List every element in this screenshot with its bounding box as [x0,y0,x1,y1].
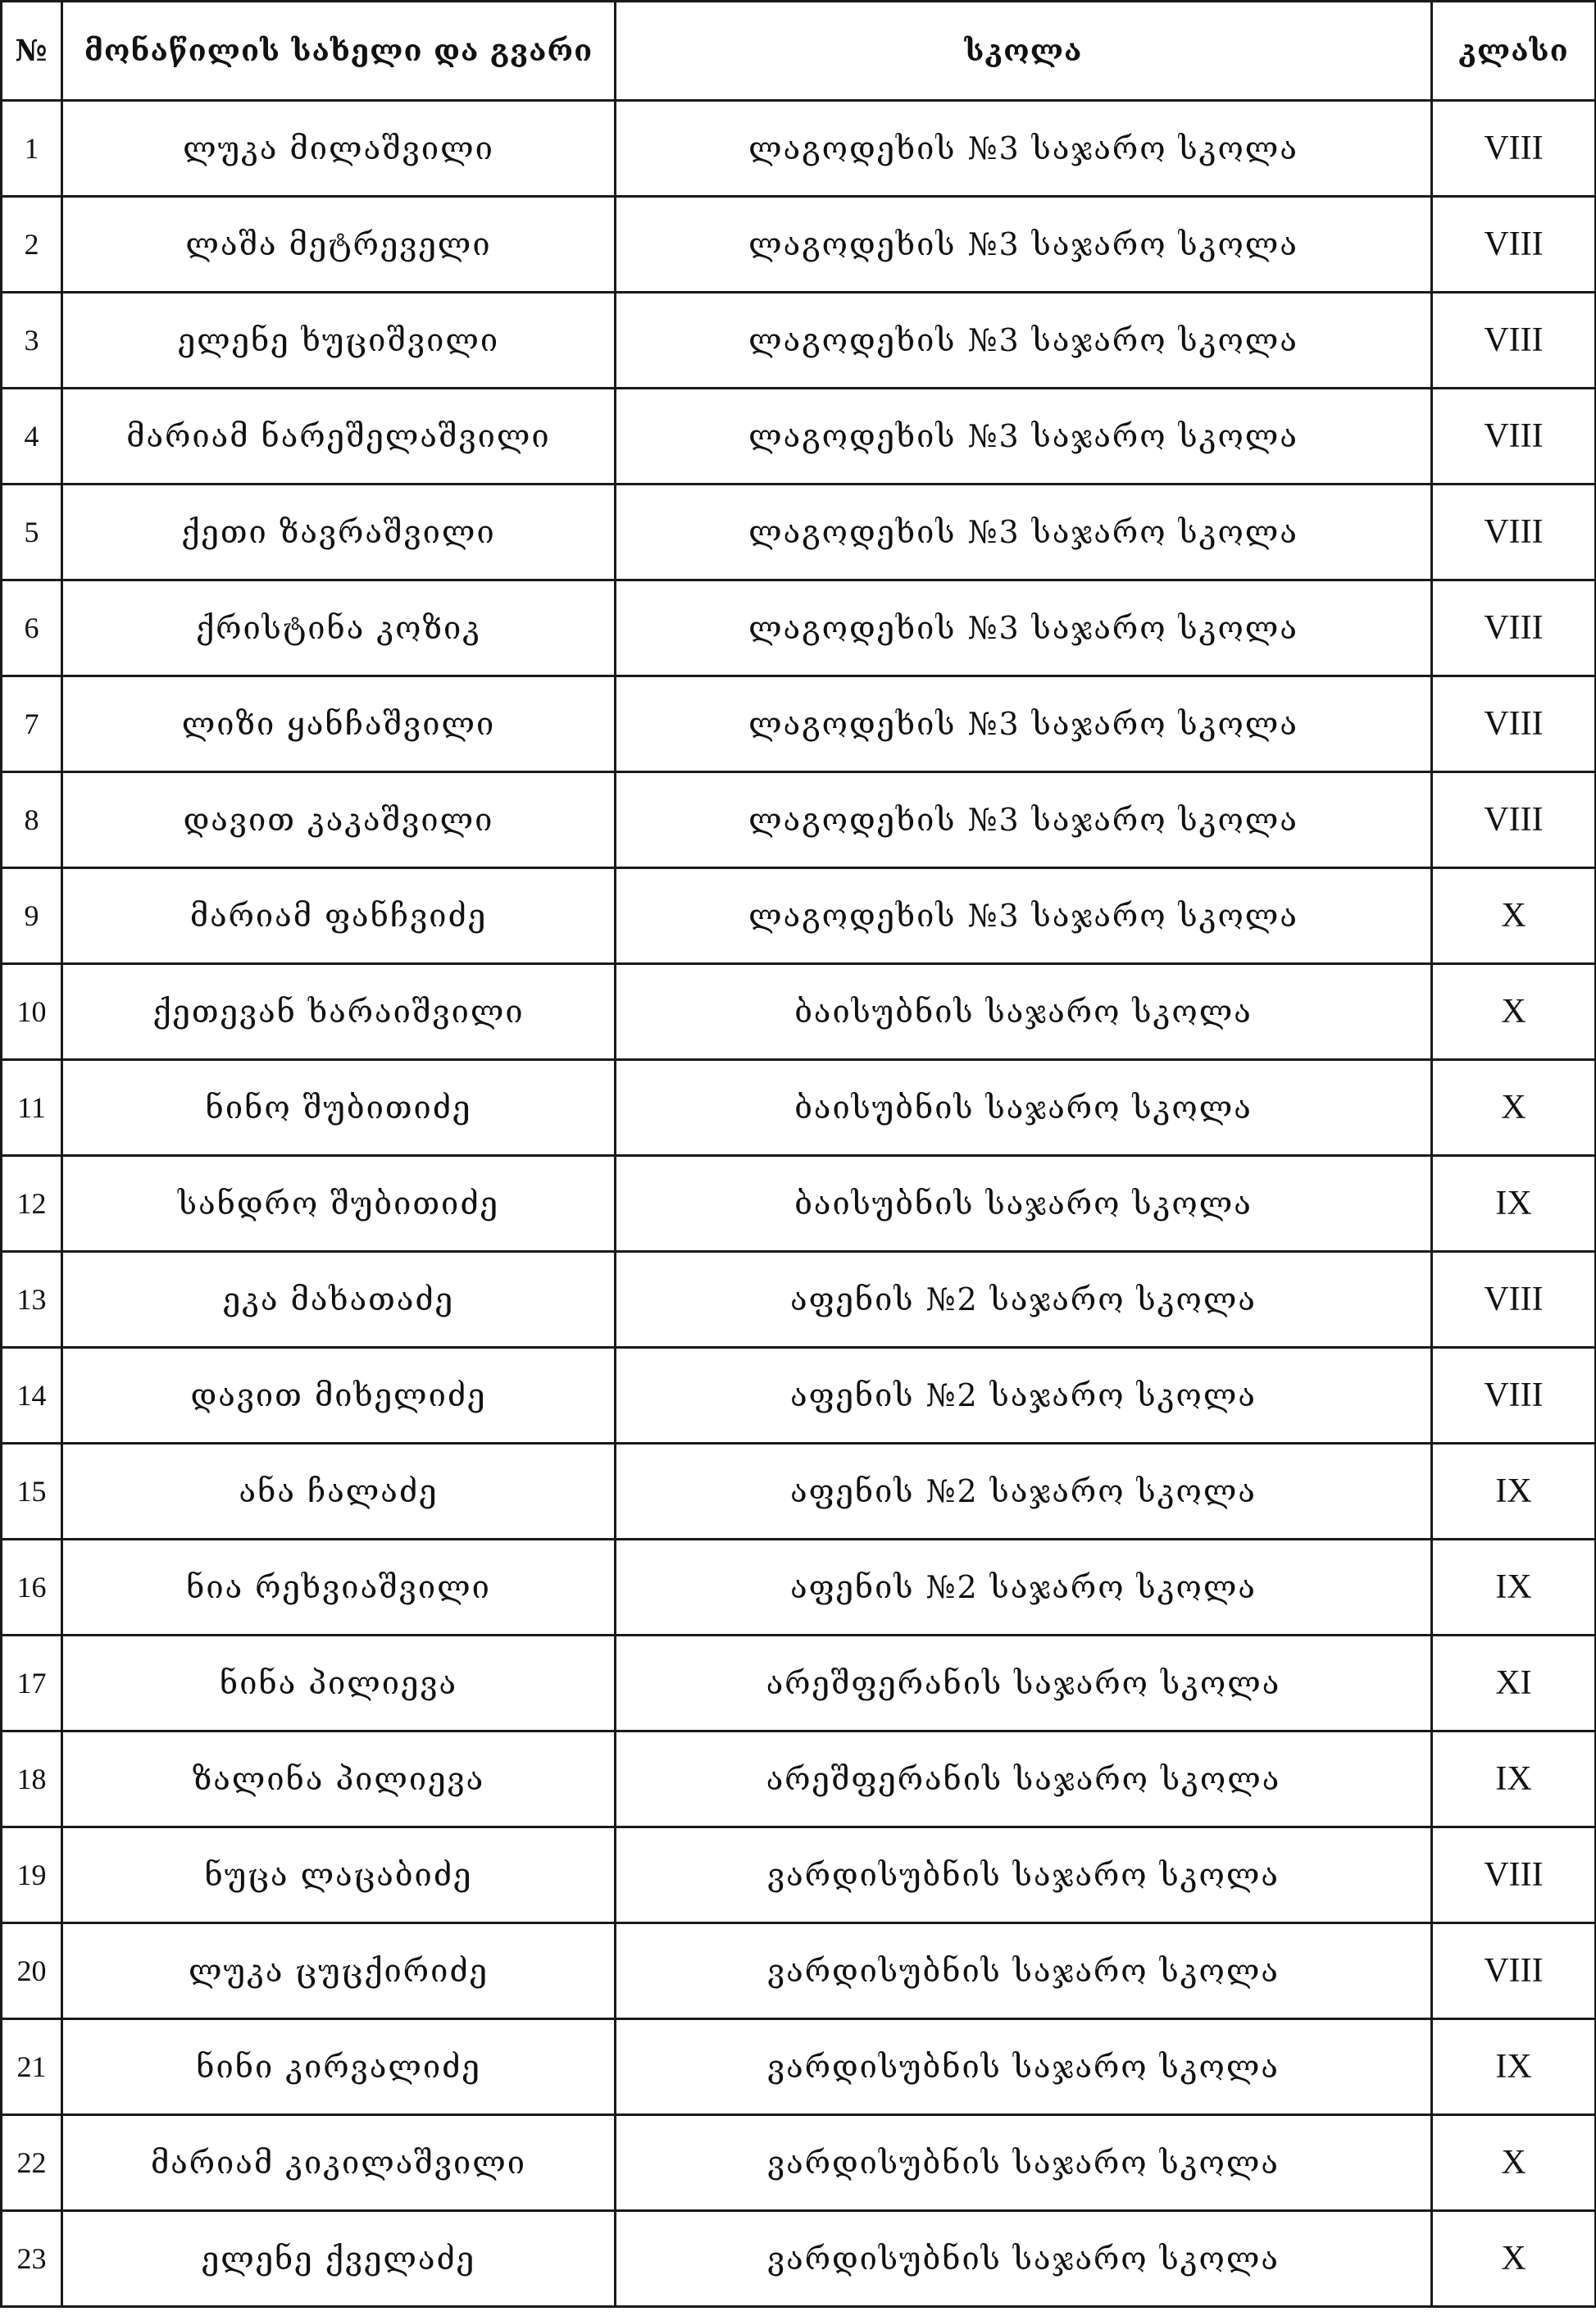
class-level: VIII [1432,1827,1596,1923]
school-name: ვარდისუბნის საჯარო სკოლა [616,1923,1432,2019]
table-row [2,868,1596,964]
school-name: ლაგოდეხის №3 საჯარო სკოლა [616,293,1432,389]
class-level: VIII [1432,197,1596,293]
school-name: არეშფერანის საჯარო სკოლა [616,1636,1432,1731]
table-row [2,676,1596,772]
row-number: 2 [2,197,62,293]
participant-name: ზალინა პილიევა [62,1731,616,1827]
row-number: 11 [2,1060,62,1156]
participant-name: ლუკა ცუცქირიძე [62,1923,616,2019]
school-name: ვარდისუბნის საჯარო სკოლა [616,2115,1432,2211]
participant-name: ანა ჩალაძე [62,1444,616,1540]
participant-name: დავით მიხელიძე [62,1348,616,1444]
class-level: X [1432,868,1596,964]
school-name: აფენის №2 საჯარო სკოლა [616,1252,1432,1348]
row-number: 14 [2,1348,62,1444]
row-number: 23 [2,2211,62,2307]
row-number: 22 [2,2115,62,2211]
participant-name: ლიზი ყანჩაშვილი [62,676,616,772]
participant-name: ნია რეხვიაშვილი [62,1540,616,1636]
class-level: VIII [1432,1923,1596,2019]
table-row [2,964,1596,1060]
table-row [2,197,1596,293]
participant-name: დავით კაკაშვილი [62,772,616,868]
row-number: 5 [2,485,62,580]
participant-name: ქეთი ზავრაშვილი [62,485,616,580]
class-level: VIII [1432,772,1596,868]
participant-name: ეკა მახათაძე [62,1252,616,1348]
table-row [2,580,1596,676]
table-row [2,2211,1596,2307]
class-level: VIII [1432,580,1596,676]
school-name: ვარდისუბნის საჯარო სკოლა [616,2019,1432,2115]
class-level: X [1432,1060,1596,1156]
school-name: ლაგოდეხის №3 საჯარო სკოლა [616,580,1432,676]
row-number: 13 [2,1252,62,1348]
table-row [2,101,1596,197]
class-level: VIII [1432,1348,1596,1444]
table-row [2,293,1596,389]
row-number: 19 [2,1827,62,1923]
row-number: 6 [2,580,62,676]
table-row [2,1156,1596,1252]
school-name: ლაგოდეხის №3 საჯარო სკოლა [616,197,1432,293]
table-row [2,1444,1596,1540]
participant-name: ნუცა ლაცაბიძე [62,1827,616,1923]
school-name: ლაგოდეხის №3 საჯარო სკოლა [616,676,1432,772]
school-name: არეშფერანის საჯარო სკოლა [616,1731,1432,1827]
participant-name: მარიამ ნარეშელაშვილი [62,389,616,485]
table-row [2,2019,1596,2115]
class-level: VIII [1432,676,1596,772]
table-row [2,772,1596,868]
class-level: VIII [1432,293,1596,389]
school-name: ვარდისუბნის საჯარო სკოლა [616,2211,1432,2307]
class-level: X [1432,2211,1596,2307]
table-row [2,2115,1596,2211]
table-row [2,1348,1596,1444]
row-number: 1 [2,101,62,197]
table-body [2,101,1596,2307]
participant-name: ლაშა მეტრეველი [62,197,616,293]
school-name: აფენის №2 საჯარო სკოლა [616,1444,1432,1540]
participant-name: ნინა პილიევა [62,1636,616,1731]
participant-name: ქრისტინა კოზიკ [62,580,616,676]
row-number: 20 [2,1923,62,2019]
class-level: VIII [1432,389,1596,485]
header-participant-name: მონაწილის სახელი და გვარი [62,2,616,101]
row-number: 21 [2,2019,62,2115]
school-name: ბაისუბნის საჯარო სკოლა [616,1060,1432,1156]
class-level: IX [1432,1731,1596,1827]
row-number: 10 [2,964,62,1060]
participant-name: სანდრო შუბითიძე [62,1156,616,1252]
row-number: 4 [2,389,62,485]
table-row [2,389,1596,485]
table-header [2,2,1596,101]
participant-name: ელენე ხუციშვილი [62,293,616,389]
participant-name: მარიამ კიკილაშვილი [62,2115,616,2211]
school-name: აფენის №2 საჯარო სკოლა [616,1348,1432,1444]
participant-name: ნინო შუბითიძე [62,1060,616,1156]
class-level: VIII [1432,101,1596,197]
participant-name: ქეთევან ხარაიშვილი [62,964,616,1060]
participant-name: ელენე ქველაძე [62,2211,616,2307]
class-level: XI [1432,1636,1596,1731]
row-number: 18 [2,1731,62,1827]
school-name: ლაგოდეხის №3 საჯარო სკოლა [616,772,1432,868]
school-name: ბაისუბნის საჯარო სკოლა [616,964,1432,1060]
class-level: VIII [1432,485,1596,580]
table-row [2,1540,1596,1636]
school-name: ლაგოდეხის №3 საჯარო სკოლა [616,868,1432,964]
header-number: № [2,2,62,101]
school-name: აფენის №2 საჯარო სკოლა [616,1540,1432,1636]
row-number: 9 [2,868,62,964]
table-row [2,1827,1596,1923]
participant-name: ლუკა მილაშვილი [62,101,616,197]
header-school: სკოლა [616,2,1432,101]
class-level: IX [1432,1444,1596,1540]
class-level: IX [1432,1540,1596,1636]
row-number: 12 [2,1156,62,1252]
class-level: X [1432,2115,1596,2211]
participant-name: ნინი კირვალიძე [62,2019,616,2115]
row-number: 8 [2,772,62,868]
header-class: კლასი [1432,2,1596,101]
school-name: ლაგოდეხის №3 საჯარო სკოლა [616,485,1432,580]
school-name: ვარდისუბნის საჯარო სკოლა [616,1827,1432,1923]
school-name: ლაგოდეხის №3 საჯარო სკოლა [616,389,1432,485]
participant-name: მარიამ ფანჩვიძე [62,868,616,964]
school-name: ბაისუბნის საჯარო სკოლა [616,1156,1432,1252]
class-level: IX [1432,1156,1596,1252]
row-number: 17 [2,1636,62,1731]
row-number: 16 [2,1540,62,1636]
school-name: ლაგოდეხის №3 საჯარო სკოლა [616,101,1432,197]
class-level: X [1432,964,1596,1060]
table-row [2,1060,1596,1156]
class-level: VIII [1432,1252,1596,1348]
row-number: 7 [2,676,62,772]
row-number: 15 [2,1444,62,1540]
table-row [2,1252,1596,1348]
table-row [2,1731,1596,1827]
table-row [2,1636,1596,1731]
table-row [2,485,1596,580]
table-row [2,1923,1596,2019]
row-number: 3 [2,293,62,389]
class-level: IX [1432,2019,1596,2115]
header-row [2,2,1596,101]
